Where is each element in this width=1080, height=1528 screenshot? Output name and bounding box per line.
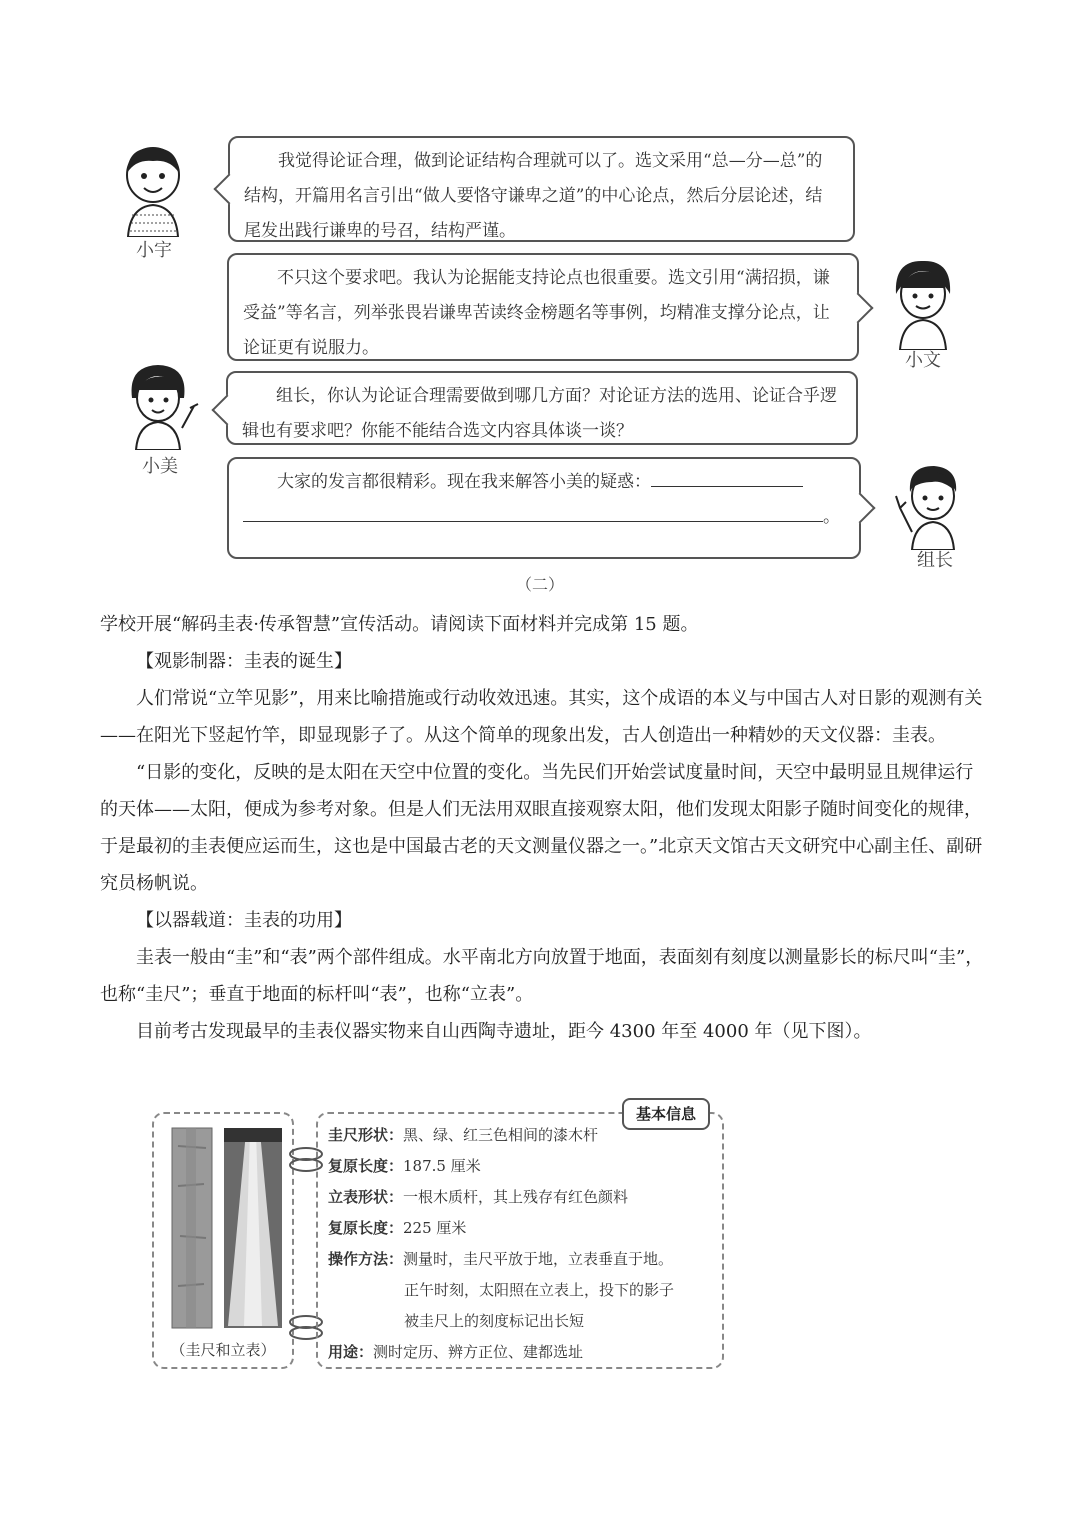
zuzhang-speech-line (243, 465, 845, 500)
answer-blank-2[interactable] (243, 521, 823, 522)
section1-paragraph-1: 人们常说“立竿见影”，用来比喻措施或行动收效迅速。其实，这个成语的本义与中国古人对日影的观测有关——在阳光下竖起竹竿，即显现影子了。从这个简单的现象出发，古人创造出一种精妙的天文仪器：圭表。 (100, 688, 983, 746)
xiaomei-avatar (124, 362, 204, 450)
zuzhang-speech-text: 大家的发言都很精彩。现在我来解答小美的疑惑： (277, 472, 651, 492)
section2-paragraph-1: 圭表一般由“圭”和“表”两个部件组成。水平南北方向放置于地面，表面刻有刻度以测量影长的标尺叫“圭”，也称“圭尺”；垂直于地面的标杆叫“表”，也称“立表”。 (100, 947, 984, 1005)
xiaowen-avatar (890, 258, 956, 350)
zuzhang-avatar (892, 462, 972, 550)
xiaoyu-avatar (118, 145, 188, 237)
answer-blank-1[interactable] (651, 486, 803, 487)
section1-heading: 【观影制器：圭表的诞生】 (136, 651, 352, 672)
info-row: 圭尺形状：黑、绿、红三色相间的漆木杆 (328, 1126, 599, 1144)
info-row: 正午时刻，太阳照在立表上，投下的影子 (404, 1281, 675, 1299)
photo-caption: （圭尺和立表） (170, 1341, 276, 1359)
zuzhang-speech-bubble (227, 457, 861, 559)
section2-heading: 【以器载道：圭表的功用】 (136, 910, 352, 931)
xiaoyu-name: 小宇 (136, 240, 172, 261)
zuzhang-name: 组长 (917, 550, 953, 571)
libiao-photo (222, 1126, 284, 1331)
basic-info-badge: 基本信息 (622, 1098, 710, 1130)
xiaowen-speech-bubble (227, 253, 859, 361)
xiaomei-speech-text: 组长，你认为论证合理需要做到哪几方面？对论证方法的选用、论证合乎逻辑也有要求吧？你能不能结合选文内容具体谈一谈？ (242, 386, 837, 441)
basic-info-panel (316, 1112, 724, 1369)
xiaowen-speech-text: 不只这个要求吧。我认为论据能支持论点也很重要。选文引用“满招损，谦受益”等名言，列举张畏岩谦卑苦读终金榜题名等事例，均精准支撑分论点，让论证更有说服力。 (243, 268, 830, 358)
intro-text: 学校开展“解码圭表·传承智慧”宣传活动。请阅读下面材料并完成第 15 题。 (100, 614, 699, 635)
info-row: 立表形状：一根木质杆，其上残存有红色颜料 (328, 1188, 629, 1206)
xiaomei-name: 小美 (142, 456, 178, 477)
xiaowen-name: 小文 (905, 350, 941, 371)
reading-passage (100, 606, 985, 1050)
zuzhang-answer-line (243, 500, 845, 535)
guichi-photo (168, 1126, 216, 1331)
section2-paragraph-2: 目前考古发现最早的圭表仪器实物来自山西陶寺遗址，距今 4300 年至 4000 年（见下图）。 (136, 1021, 872, 1042)
xiaoyu-speech-text: 我觉得论证合理，做到论证结构合理就可以了。选文采用“总—分—总”的结构，开篇用名言引出“做人要恪守谦卑之道”的中心论点，然后分层论述，结尾发出践行谦卑的号召，结构严谨。 (244, 151, 823, 241)
xiaomei-speech-bubble (226, 371, 858, 445)
xiaoyu-speech-bubble (228, 136, 855, 242)
info-row: 复原长度：225 厘米 (328, 1219, 467, 1237)
info-row: 用途：测时定历、辨方正位、建都选址 (328, 1343, 584, 1361)
info-row: 被圭尺上的刻度标记出长短 (404, 1312, 585, 1330)
section-label: （二） (515, 575, 564, 594)
section1-paragraph-2: “日影的变化，反映的是太阳在天空中位置的变化。当先民们开始尝试度量时间，天空中最明显且规律运行的天体——太阳，便成为参考对象。但是人们无法用双眼直接观察太阳，他们发现太阳影子随时间变化的规律，于是最初的圭表便应运而生，这也是中国最古老的天文测量仪器之一。”北京天文馆古天文研究中心副主任、副研究员杨帆说。 (100, 762, 983, 894)
info-row: 操作方法：测量时，圭尺平放于地，立表垂直于地。 (328, 1250, 674, 1268)
zuzhang-end-mark: 。 (823, 507, 840, 527)
info-row: 复原长度：187.5 厘米 (328, 1157, 481, 1175)
photo-panel (152, 1112, 294, 1369)
